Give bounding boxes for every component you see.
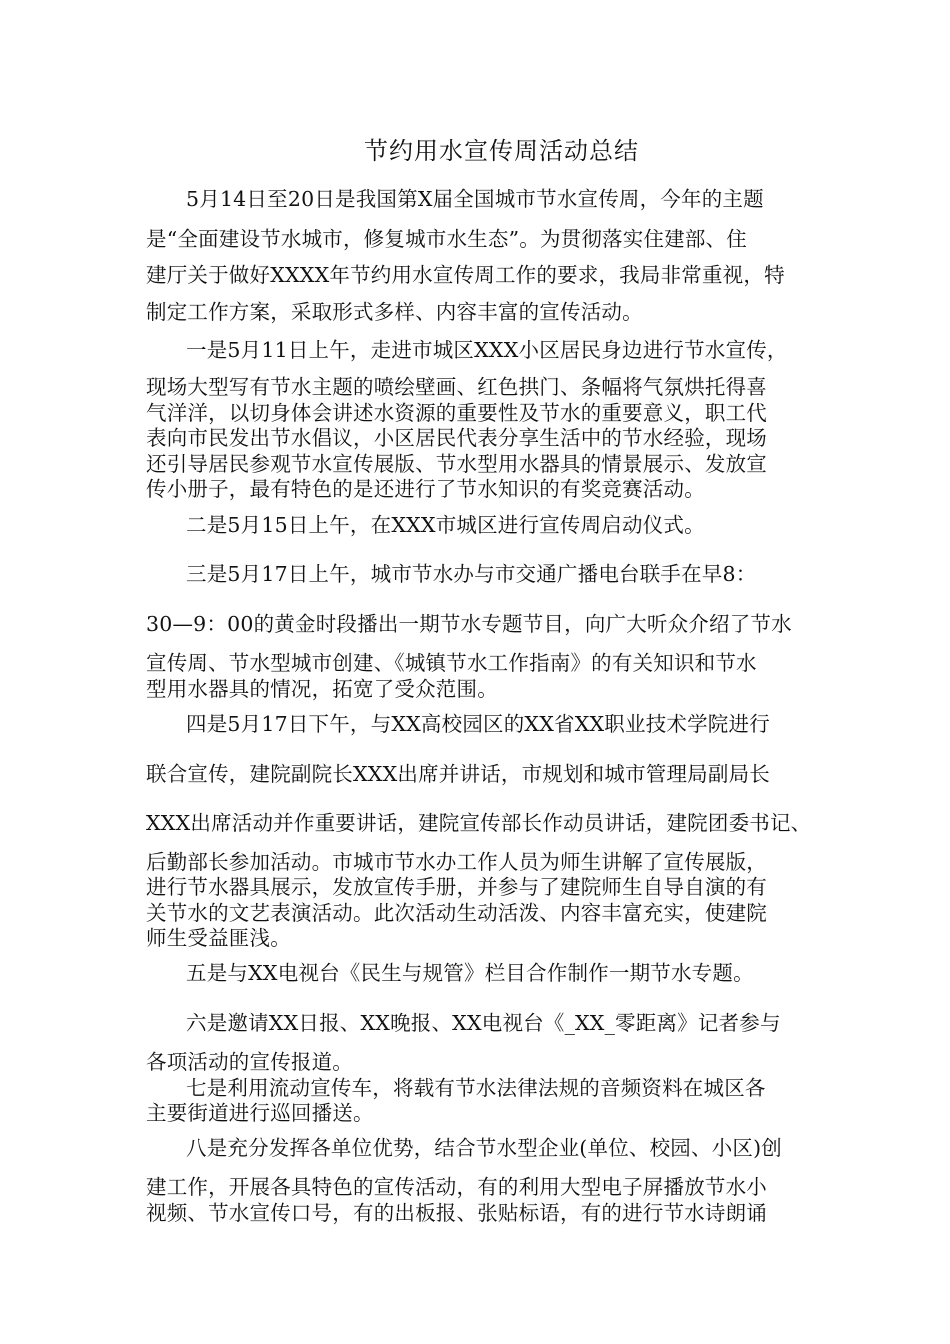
body-line: XXX出席活动并作重要讲话，建院宣传部长作动员讲话，建院团委书记、 [146,811,812,835]
body-line: 传小册子，最有特色的是还进行了节水知识的有奖竞赛活动。 [146,477,705,501]
body-line: 一是5月11日上午，走进市城区XXX小区居民身边进行节水宣传， [186,338,788,362]
body-line: 关节水的文艺表演活动。此次活动生动活泼、内容丰富充实，使建院 [146,901,767,925]
body-line: 建工作，开展各具特色的宣传活动，有的利用大型电子屏播放节水小 [146,1175,767,1199]
body-line: 型用水器具的情况，拓宽了受众范围。 [146,677,498,701]
body-line: 二是5月15日上午，在XXX市城区进行宣传周启动仪式。 [186,513,705,537]
body-line: 联合宣传，建院副院长XXX出席并讲话，市规划和城市管理局副局长 [146,762,770,786]
body-line: 还引导居民参观节水宣传展版、节水型用水器具的情景展示、发放宣 [146,452,767,476]
body-line: 制定工作方案，采取形式多样、内容丰富的宣传活动。 [146,300,643,324]
body-line: 建厅关于做好XXXX年节约用水宣传周工作的要求，我局非常重视，特 [146,263,785,287]
body-line: 是“全面建设节水城市，修复城市水生态”。为贯彻落实住建部、住 [146,227,747,251]
body-line: 30—9：00的黄金时段播出一期节水专题节目，向广大听众介绍了节水 [146,612,792,636]
body-line: 表向市民发出节水倡议，小区居民代表分享生活中的节水经验，现场 [146,426,767,450]
document-title: 节约用水宣传周活动总结 [364,137,639,165]
body-line: 现场大型写有节水主题的喷绘壁画、红色拱门、条幅将气氛烘托得喜 [146,375,767,399]
body-line: 宣传周、节水型城市创建、《城镇节水工作指南》的有关知识和节水 [146,651,757,675]
body-line: 气洋洋，以切身体会讲述水资源的重要性及节水的重要意义，职工代 [146,401,767,425]
body-line: 五是与XX电视台《民生与规管》栏目合作制作一期节水专题。 [186,961,754,985]
body-line: 四是5月17日下午，与XX高校园区的XX省XX职业技术学院进行 [186,712,770,736]
body-line: 七是利用流动宣传车，将载有节水法律法规的音频资料在城区各 [186,1076,766,1100]
body-line: 各项活动的宣传报道。 [146,1050,353,1074]
body-line: 5月14日至20日是我国第X届全国城市节水宣传周，今年的主题 [186,187,764,211]
body-line: 后勤部长参加活动。市城市节水办工作人员为师生讲解了宣传展版， [146,850,767,874]
body-line: 视频、节水宣传口号，有的出板报、张贴标语，有的进行节水诗朗诵 [146,1201,767,1225]
body-line: 进行节水器具展示，发放宣传手册，并参与了建院师生自导自演的有 [146,875,767,899]
body-line: 六是邀请XX日报、XX晚报、XX电视台《_XX_零距离》记者参与 [186,1011,781,1035]
body-line: 主要街道进行巡回播送。 [146,1101,374,1125]
body-line: 八是充分发挥各单位优势，结合节水型企业(单位、校园、小区)创 [186,1136,782,1160]
body-line: 师生受益匪浅。 [146,926,291,950]
body-line: 三是5月17日上午，城市节水办与市交通广播电台联手在早8： [186,562,757,586]
